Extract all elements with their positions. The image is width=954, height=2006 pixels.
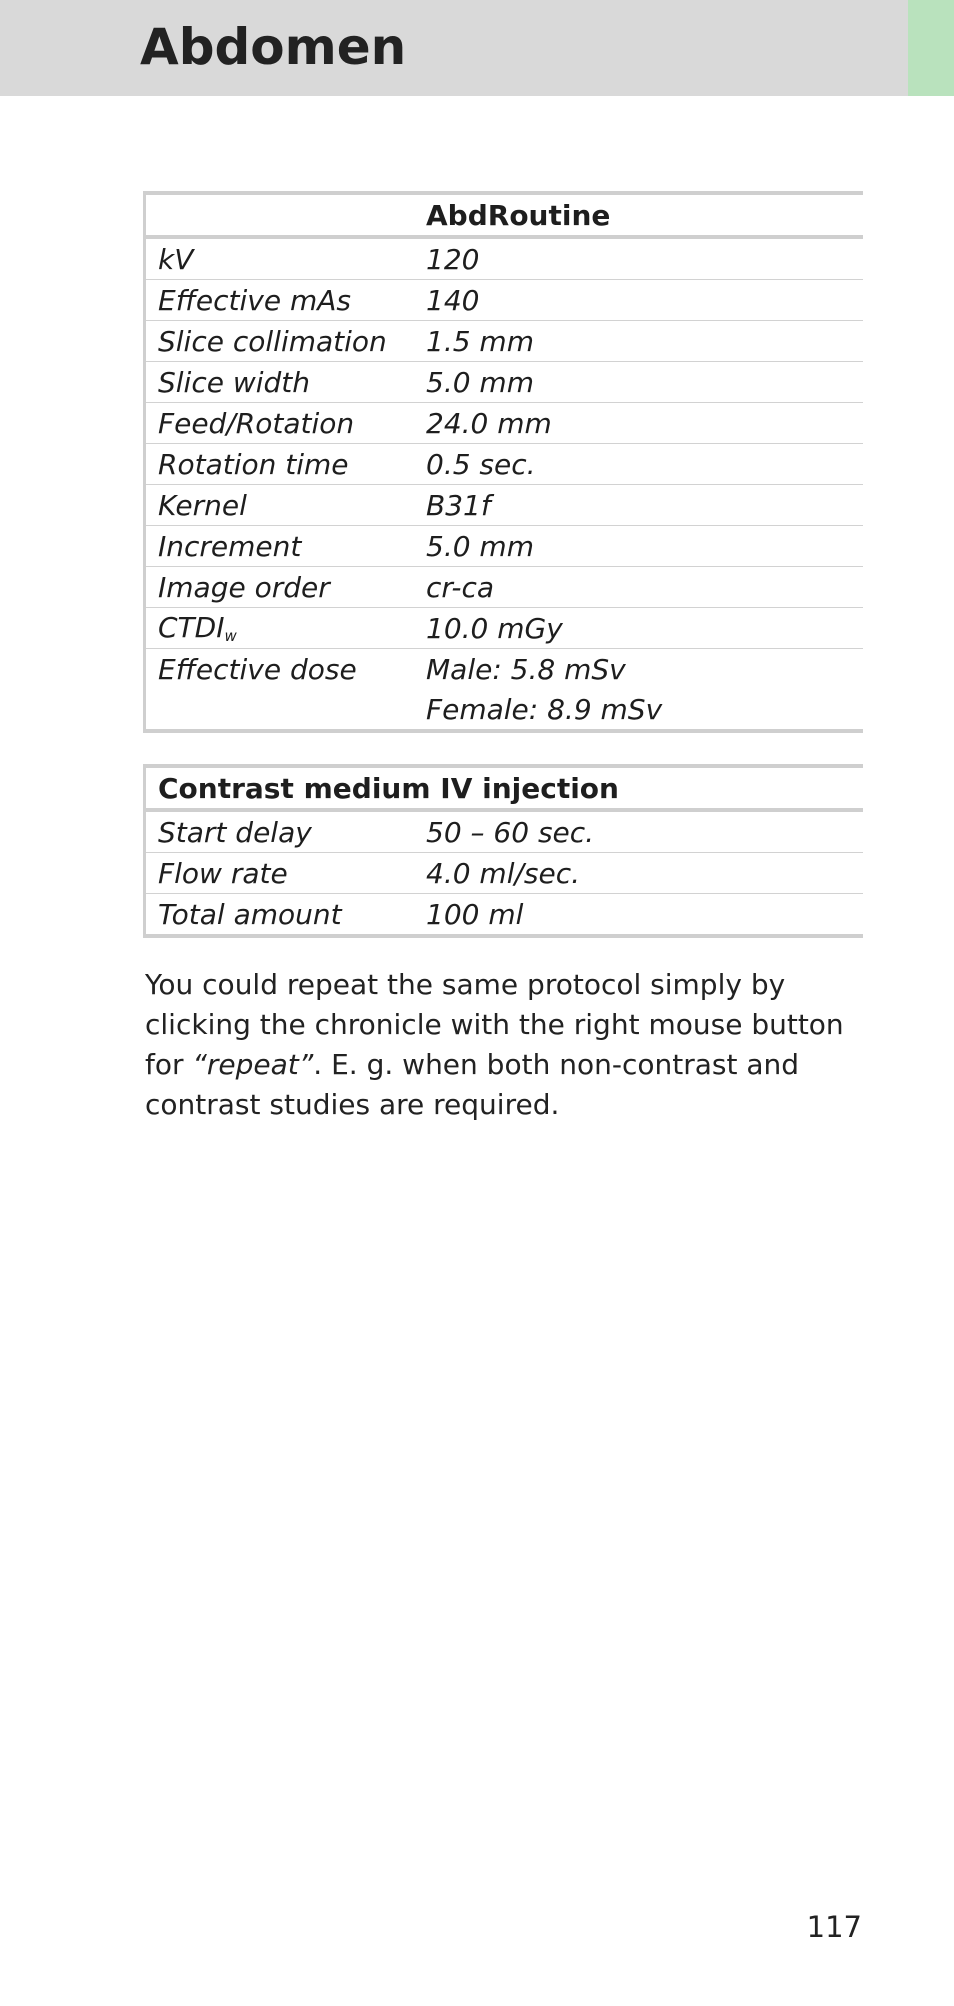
parameter-label: Rotation time <box>145 444 415 485</box>
parameter-value: Male: 5.8 mSv <box>426 652 626 686</box>
parameter-label: Total amount <box>158 897 342 931</box>
table-row <box>145 280 864 321</box>
parameter-value: 0.5 sec. <box>414 444 863 485</box>
parameter-label: Slice collimation <box>145 321 415 362</box>
table-row <box>145 810 864 853</box>
parameter-value: 24.0 mm <box>414 403 863 444</box>
repeat-protocol-note <box>145 965 865 1125</box>
page-title: Abdomen <box>140 18 407 76</box>
table-row <box>145 485 864 526</box>
parameter-value: 5.0 mm <box>414 362 863 403</box>
note-text-after: . E. g. when both non-contrast and contrast studies are required. <box>145 1048 800 1121</box>
table-row <box>145 608 864 649</box>
table-header-row <box>145 193 864 237</box>
parameter-value: 120 <box>414 237 863 280</box>
parameter-value: 1.5 mm <box>414 321 863 362</box>
parameter-label <box>145 689 415 731</box>
parameter-value: 50 – 60 sec. <box>414 810 863 853</box>
header-band <box>0 0 908 96</box>
section-color-tab <box>908 0 954 96</box>
parameter-value: 10.0 mGy <box>414 608 863 649</box>
table-row <box>145 853 864 894</box>
table-row <box>145 567 864 608</box>
parameter-value: cr-ca <box>414 567 863 608</box>
table-header-row <box>145 766 864 810</box>
parameter-label: Slice width <box>145 362 415 403</box>
table-row <box>145 444 864 485</box>
parameter-label: Effective dose <box>158 652 357 686</box>
parameter-value: 4.0 ml/sec. <box>414 853 863 894</box>
ctdi-subscript: w <box>224 627 237 645</box>
parameter-label: Start delay <box>145 810 415 853</box>
parameter-label: Effective mAs <box>145 280 415 321</box>
table-row <box>145 403 864 444</box>
protocol-parameters-table <box>143 191 863 733</box>
header-empty-cell <box>145 193 415 237</box>
parameter-label: Image order <box>145 567 415 608</box>
parameter-label: Kernel <box>145 485 415 526</box>
table-row <box>145 526 864 567</box>
parameter-value: Female: 8.9 mSv <box>426 692 663 726</box>
table-row <box>145 321 864 362</box>
table-row <box>145 649 864 690</box>
table-row <box>145 689 864 731</box>
parameter-label: kV <box>145 237 415 280</box>
parameter-label: Feed/Rotation <box>145 403 415 444</box>
table-row <box>145 894 864 937</box>
table-row <box>145 362 864 403</box>
parameter-value: 5.0 mm <box>414 526 863 567</box>
table-row <box>145 237 864 280</box>
parameter-label: Flow rate <box>145 853 415 894</box>
contrast-table-title: Contrast medium IV injection <box>145 766 864 810</box>
parameter-label: Increment <box>145 526 415 567</box>
parameter-value: 100 ml <box>426 897 524 931</box>
page-number: 117 <box>806 1910 862 1944</box>
parameter-label <box>145 608 415 649</box>
ctdi-label: CTDI <box>158 611 225 644</box>
note-text-before: You could repeat the same protocol simply by clicking the chronicle with the right mouse button for <box>145 968 844 1081</box>
parameter-value: B31f <box>414 485 863 526</box>
protocol-name-header: AbdRoutine <box>414 193 863 237</box>
note-emphasis-repeat: “repeat” <box>192 1048 314 1081</box>
parameter-value: 140 <box>414 280 863 321</box>
contrast-injection-table <box>143 764 863 938</box>
